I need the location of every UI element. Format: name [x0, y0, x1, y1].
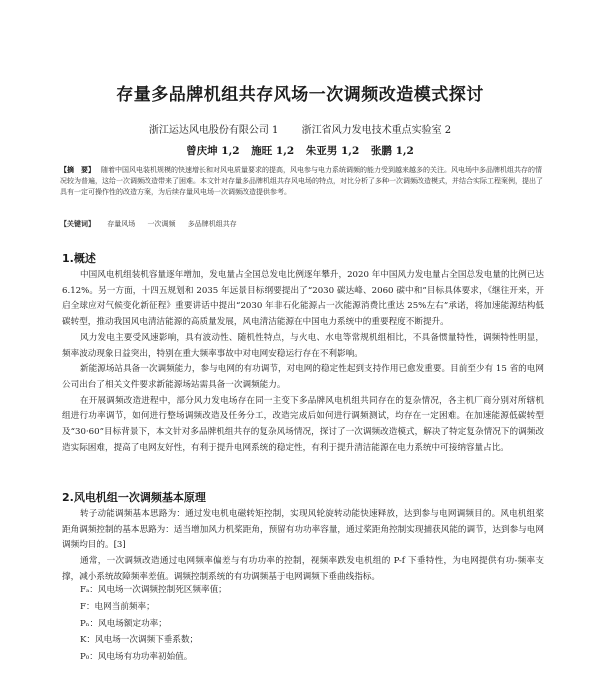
section-1-heading: 1.概述 [62, 252, 96, 265]
definition-item: K：风电场一次调频下垂系数； [80, 635, 199, 646]
section-2-body [62, 507, 544, 586]
section-2-heading: 2.风电机组一次调频基本原理 [62, 491, 206, 504]
symbol-definitions [80, 582, 540, 666]
author: 朱亚男 1,2 [305, 145, 360, 157]
paragraph: 中国风电机组装机容量逐年增加，发电量占全国总发电比例逐年攀升，2020 年中国风力发电量占全国总发电量的比例已达 6.12%。另一方面，十四五规划和 2035 年远景目标纲要提出了“2030 碳达峰、2060 碳中和”目标具体要求，《继往开来，开启全球应对气候变化新征程》重要讲话中提出“2030 年非石化能源占一次能源消费比重达 25%左右”承诺，将加速能源结构低碳转型，推动我国风电清洁能源的高质量发展，风电清洁能源在中国电力系统中的重要程度不断提升。 [62, 270, 544, 328]
author: 张鹏 1,2 [370, 145, 414, 157]
author: 施旺 1,2 [251, 145, 295, 157]
paragraph: 转子动能调频基本思路为：通过发电机电磁转矩控制，实现风轮旋转动能快速释放，达到参与电网调频目的。风电机组桨距角调频控制的基本思路为：适当增加风力机桨距角，预留有功功率容量，通过桨距角控制实现捕获风能的调节，达到参与电网调频均目的。[3] [62, 509, 544, 551]
affiliations [0, 121, 600, 136]
paragraph: 通常，一次调频改造通过电网频率偏差与有功功率的控制，视频率跌发电机组的 P-f 下垂特性，为电网提供有功-频率支撑，减小系统故障频率差值。调频控制系统的有功调频基于电网调频下垂曲线指标。 [62, 556, 544, 582]
keywords-label: 【关键词】 [60, 219, 95, 228]
keyword: 一次调频 [147, 220, 176, 228]
keywords [60, 219, 544, 229]
keyword: 多品牌机组共存 [187, 220, 237, 228]
author-list [0, 143, 600, 158]
definition-item: P₀：风电场有功功率初始值。 [80, 652, 193, 663]
definition-item: F：电网当前频率； [80, 601, 155, 612]
paragraph: 风力发电主要受风速影响，具有波动性、随机性特点，与火电、水电等常规机组相比，不具备惯量特性，调频特性明显，频率波动现象日益突出，特别在重大频率事故中对电网安稳运行存在不利影响。 [62, 332, 544, 359]
paper-title: 存量多品牌机组共存风场一次调频改造模式探讨 [116, 85, 484, 105]
definition-item: Pₙ：风电场额定功率； [80, 618, 167, 629]
affiliation-2: 浙江省风力发电技术重点实验室 2 [301, 125, 452, 136]
paragraph: 新能源场站具备一次调频能力，参与电网的有功调节，对电网的稳定性起到支持作用已愈发重要。目前至少有 15 省的电网公司出台了相关文件要求新能源场站需具备一次调频能力。 [62, 364, 544, 390]
abstract-label: 【摘 要】 [60, 165, 95, 174]
paragraph: 在开展调频改造进程中，部分风力发电场存在同一主变下多品牌风电机组共同存在的复杂情况，各主机厂商分别对所辖机组进行功率调节，如何进行整场调频改造及任务分工，改造完成后如何进行调频测试，均存在一定困难。在加速能源低碳转型及“30·60”目标背景下，本文针对多品牌机组共存的复杂风场情况，探讨了一次调频改造模式，解决了特定复杂情况下的调频改造实际困难，提高了电网友好性，有利于提升电网系统的稳定性，有利于提升清洁能源在电力系统中可接纳容量占比。 [62, 395, 544, 453]
definition-item: Fₐ：风电场一次调频控制死区频率值； [80, 585, 227, 595]
abstract-text: 随着中国风电装机规模的快速增长和对风电质量要求的提高，风电参与电力系统调频的能力受到越来越多的关注。风电场中多品牌机组共存的情况较为普遍，这给一次调频改造带来了困难。本文针对存量多品牌机组共存风电场的特点，对比分析了多种一次调频改造模式，并结合实际工程案例，提出了具有一定可操作性的改造方案，为后续存量风电场一次调频改造提供参考。 [60, 166, 543, 196]
affiliation-1: 浙江运达风电股份有限公司 1 [148, 125, 279, 136]
section-1-body [62, 268, 544, 456]
abstract [60, 164, 544, 198]
author: 曾庆坤 1,2 [186, 145, 240, 157]
keyword: 存量风场 [107, 220, 136, 228]
